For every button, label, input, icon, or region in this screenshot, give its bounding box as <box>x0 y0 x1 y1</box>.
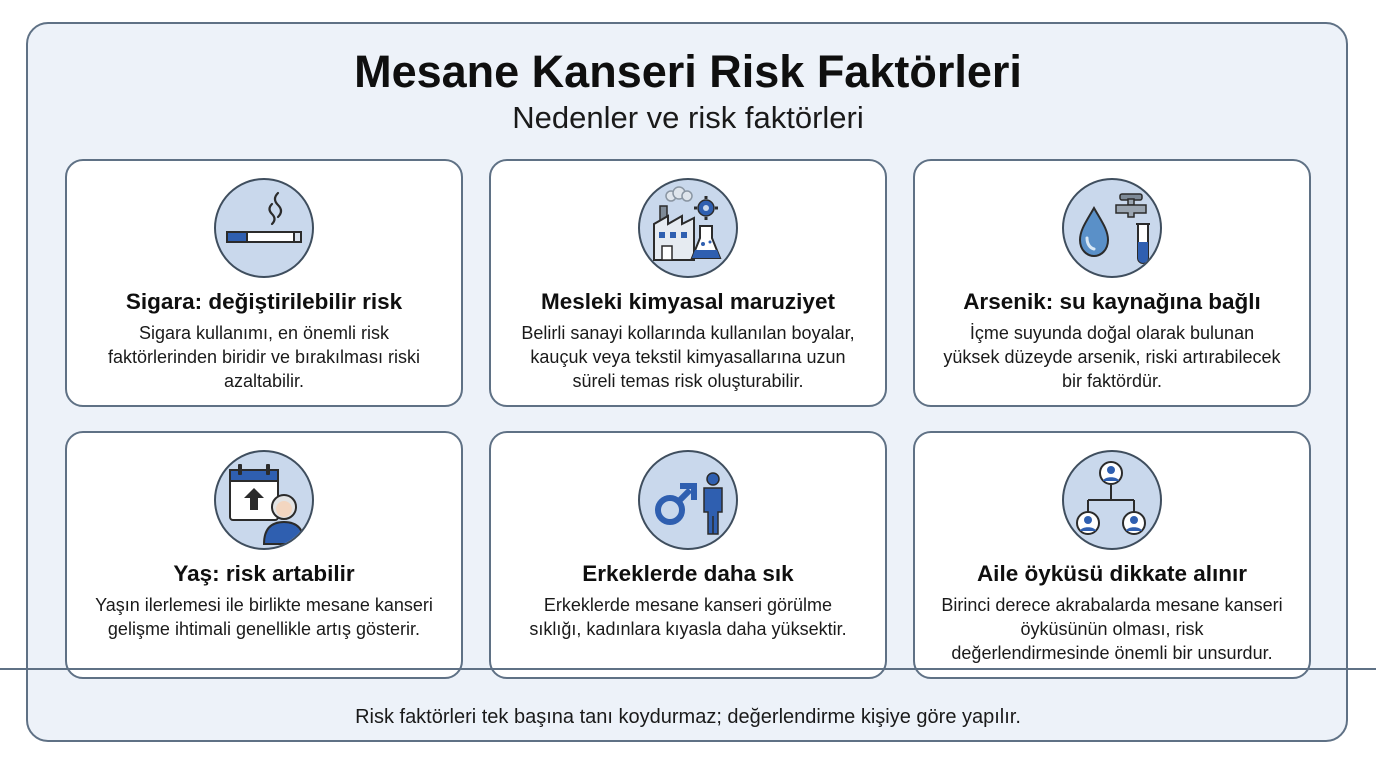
page-subtitle: Nedenler ve risk faktörleri <box>512 100 864 135</box>
page-title: Mesane Kanseri Risk Faktörleri <box>354 46 1022 97</box>
family-tree-icon <box>1062 450 1162 550</box>
card-smoking <box>65 159 463 407</box>
card-title: Sigara: değiştirilebilir risk <box>125 289 403 314</box>
card-description: Yaşın ilerlemesi ile birlikte mesane kanseri gelişme ihtimali genellikle artış gösterir. <box>95 595 433 639</box>
water-tap-testtube-icon <box>1062 178 1162 278</box>
card-male-sex <box>489 431 887 679</box>
cigarette-icon <box>214 178 314 278</box>
card-age <box>65 431 463 679</box>
card-description: Birinci derece akrabalarda mesane kanseri öyküsünün olması, risk değerlendirmesinde önemli bir unsurdur. <box>941 595 1283 663</box>
card-description: Erkeklerde mesane kanseri görülme sıklığı, kadınlara kıyasla daha yüksektir. <box>529 595 847 639</box>
card-title: Erkeklerde daha sık <box>582 561 794 586</box>
card-family-history <box>913 431 1311 679</box>
card-title: Aile öyküsü dikkate alınır <box>976 561 1248 586</box>
calendar-elderly-icon <box>214 450 314 550</box>
card-arsenic <box>913 159 1311 407</box>
card-description: İçme suyunda doğal olarak bulunan yüksek düzeyde arsenik, riski artırabilecek bir faktördür. <box>943 323 1281 391</box>
card-occupational-chemicals <box>489 159 887 407</box>
footer-divider <box>0 668 1376 670</box>
card-title: Mesleki kimyasal maruziyet <box>541 289 835 314</box>
card-title: Yaş: risk artabilir <box>173 561 355 586</box>
male-symbol-icon <box>638 450 738 550</box>
footer-note: Risk faktörleri tek başına tanı koydurmaz; değerlendirme kişiye göre yapılır. <box>355 706 1021 728</box>
card-description: Sigara kullanımı, en önemli risk faktörlerinden biridir ve bırakılması riski azaltabilir. <box>107 323 421 391</box>
card-title: Arsenik: su kaynağına bağlı <box>963 289 1261 314</box>
factory-chemical-icon <box>638 178 738 278</box>
card-description: Belirli sanayi kollarında kullanılan boyalar, kauçuk veya tekstil kimyasallarına uzun süreli temas risk oluşturabilir. <box>521 323 855 391</box>
